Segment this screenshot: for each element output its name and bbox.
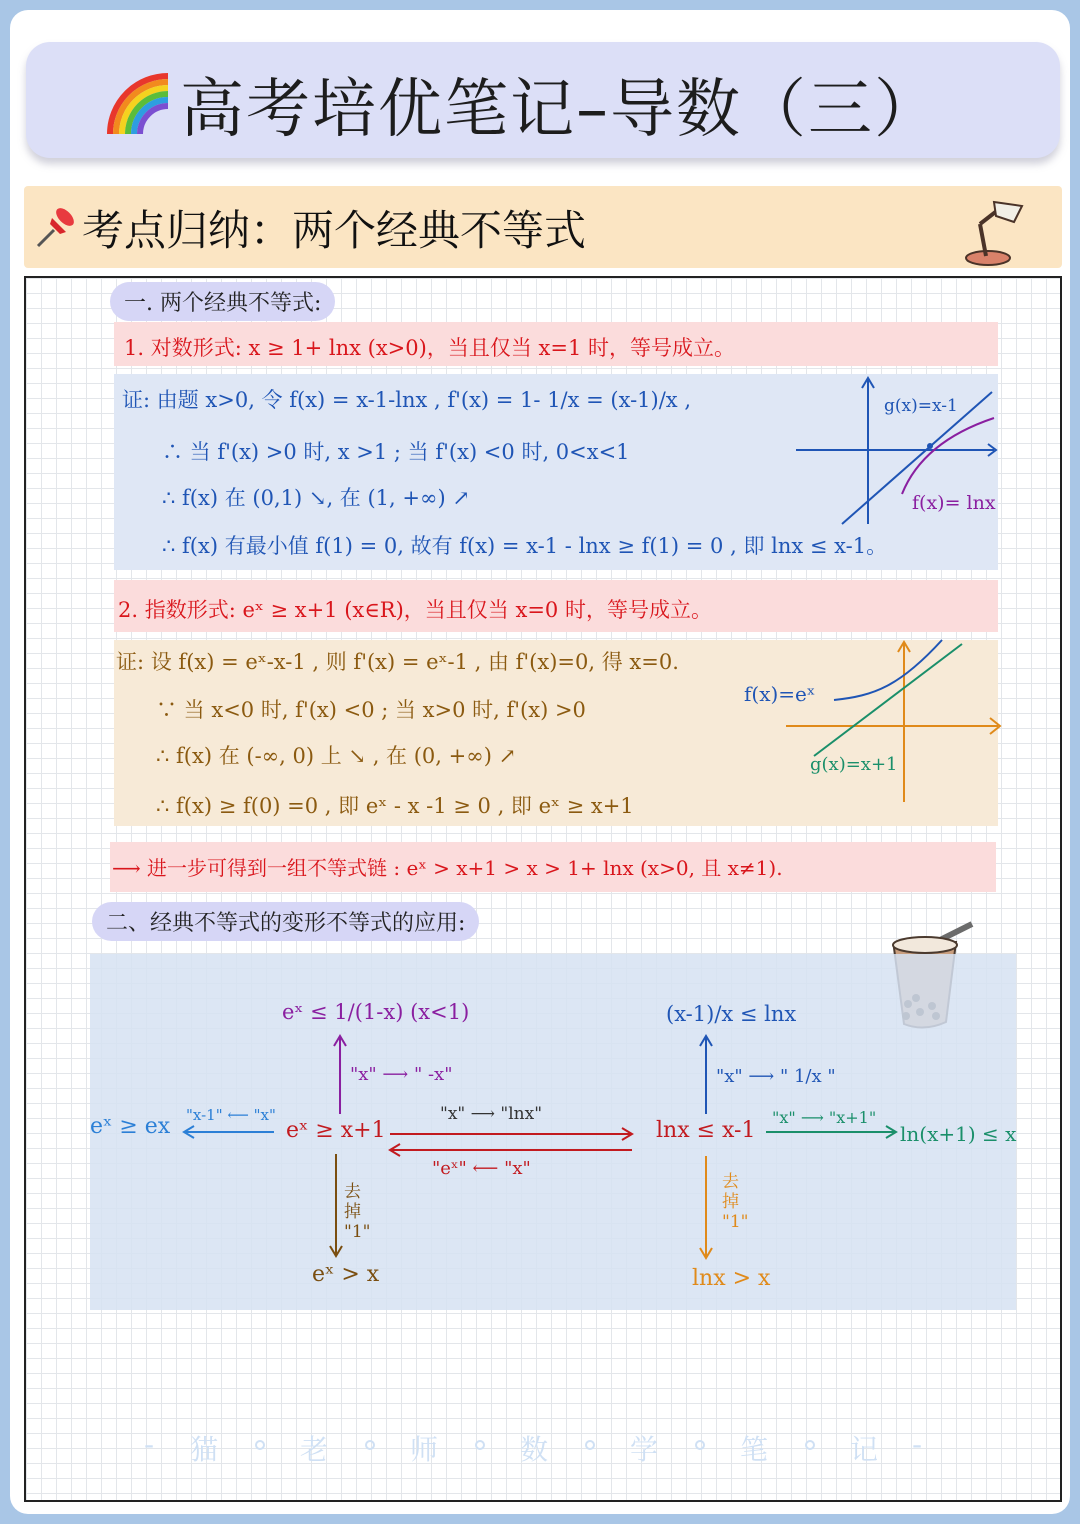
pushpin-icon — [34, 204, 80, 250]
footer-char-5: 学 — [630, 1433, 659, 1466]
proof2-line-2: ∵ 当 x<0 时, f'(x) <0 ; 当 x>0 时, f'(x) >0 — [156, 698, 586, 722]
diagram-arrows — [90, 954, 1016, 1310]
rainbow-icon — [106, 66, 178, 136]
proof2-line-4: ∴ f(x) ≥ f(0) =0 , 即 eˣ - x -1 ≥ 0 , 即 eˣ ≥ x+1 — [156, 794, 634, 818]
proof1-line-3: ∴ f(x) 在 (0,1) ↘, 在 (1, +∞) ↗ — [162, 486, 470, 510]
section-heading: 考点归纳：两个经典不等式 — [82, 206, 587, 255]
footer-dot — [255, 1440, 265, 1450]
footer-dot — [585, 1440, 595, 1450]
part2-heading: 二、经典不等式的变形不等式的应用: — [92, 902, 479, 941]
arrow-right-label: "x" ⟶ "lnx" — [440, 1104, 543, 1124]
center-left-node: eˣ ≥ x+1 — [286, 1118, 386, 1143]
left-bottom-node: eˣ > x — [312, 1262, 380, 1287]
item2-title: 2. 指数形式: eˣ ≥ x+1 (x∈R)，当且仅当 x=0 时，等号成立。 — [118, 598, 712, 622]
graph1-g-label: g(x)=x-1 — [884, 396, 958, 416]
proof2-line-3: ∴ f(x) 在 (-∞, 0) 上 ↘ , 在 (0, +∞) ↗ — [156, 744, 517, 768]
footer-dot — [365, 1440, 375, 1450]
proof1-line-4: ∴ f(x) 有最小值 f(1) = 0, 故有 f(x) = x-1 - lnx ≥ f(1) = 0 , 即 lnx ≤ x-1。 — [162, 534, 888, 558]
left-top-node: eˣ ≤ 1/(1-x) (x<1) — [282, 1000, 470, 1024]
left-far-node: eˣ ≥ ex — [90, 1114, 171, 1139]
right-far-node: ln(x+1) ≤ x — [900, 1122, 1017, 1146]
right-up-label: "x" ⟶ " 1/x " — [716, 1066, 836, 1087]
desk-lamp-icon — [958, 196, 1028, 268]
proof2-line-1: 证: 设 f(x) = eˣ-x-1 , 则 f'(x) = eˣ-1 , 由 f'(x)=0, 得 x=0. — [116, 650, 679, 674]
right-down-label: 去掉 "1" — [722, 1172, 749, 1232]
proof1-line-1: 证: 由题 x>0, 令 f(x) = x-1-lnx , f'(x) = 1- 1/x = (x-1)/x , — [122, 388, 691, 412]
footer-char-6: 笔 — [740, 1433, 769, 1466]
right-top-node: (x-1)/x ≤ lnx — [666, 1002, 797, 1026]
footer-dash-left: - — [144, 1428, 155, 1461]
footer-dot — [805, 1440, 815, 1450]
graph2-f-label: f(x)=eˣ — [744, 682, 816, 706]
page-title: 高考培优笔记–导数（三） — [180, 73, 940, 147]
footer-char-7: 记 — [850, 1433, 879, 1466]
center-right-node: lnx ≤ x-1 — [656, 1118, 756, 1143]
proof1-line-2: ∴ 当 f'(x) >0 时, x >1 ; 当 f'(x) <0 时, 0<x<1 — [162, 440, 630, 464]
footer-char-3: 师 — [410, 1433, 439, 1466]
footer-dot — [695, 1440, 705, 1450]
left-far-label: "x-1" ⟵ "x" — [186, 1106, 276, 1124]
right-far-label: "x" ⟶ "x+1" — [772, 1108, 877, 1127]
arrow-left-label: "eˣ" ⟵ "x" — [432, 1158, 531, 1179]
footer-dot — [475, 1440, 485, 1450]
graph-exp — [784, 636, 1002, 804]
graph2-g-label: g(x)=x+1 — [810, 754, 898, 775]
footer-char-2: 老 — [300, 1433, 329, 1466]
footer-dash-right: - — [912, 1428, 923, 1461]
graph1-f-label: f(x)= lnx — [912, 492, 996, 514]
part1-heading: 一. 两个经典不等式: — [110, 282, 335, 321]
item1-title: 1. 对数形式: x ≥ 1+ lnx (x>0)，当且仅当 x=1 时，等号成立。 — [124, 336, 735, 360]
footer-char-1: 猫 — [190, 1433, 219, 1466]
right-bottom-node: lnx > x — [692, 1266, 771, 1291]
left-up-label: "x" ⟶ " -x" — [350, 1064, 453, 1085]
footer-char-4: 数 — [520, 1433, 549, 1466]
conclusion: ⟶ 进一步可得到一组不等式链 : eˣ > x+1 > x > 1+ lnx (x>0, 且 x≠1). — [112, 856, 783, 880]
left-down-label: 去掉 "1" — [344, 1182, 371, 1242]
